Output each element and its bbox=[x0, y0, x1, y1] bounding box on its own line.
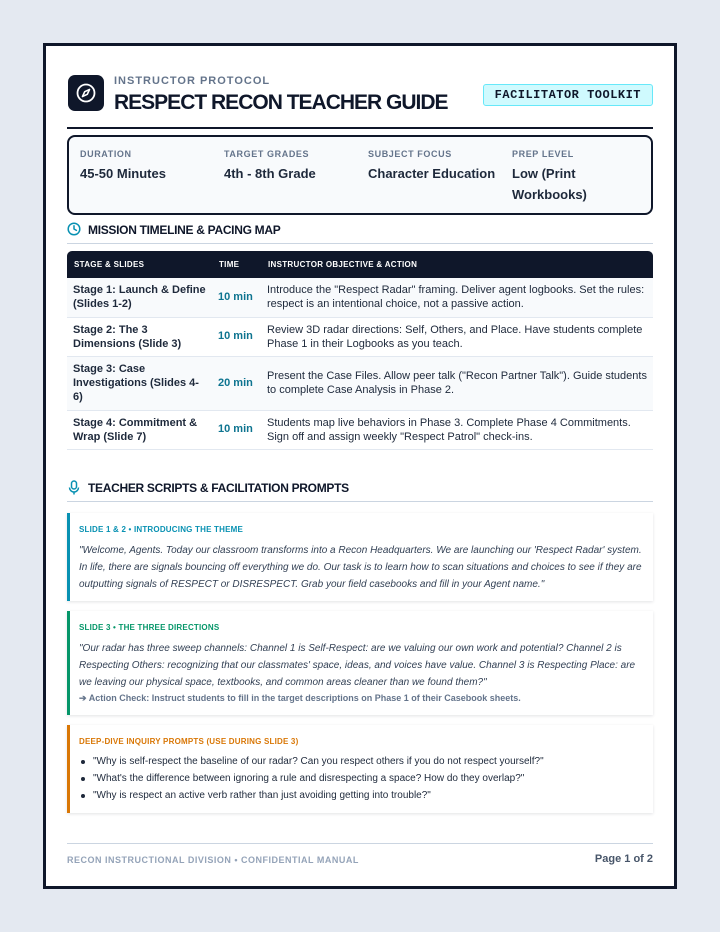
meta-subject bbox=[368, 149, 503, 184]
meta-label: DURATION bbox=[80, 149, 132, 159]
card-accent bbox=[67, 513, 70, 601]
objective-cell: Review 3D radar directions: Self, Others, and Place. Have students complete Phase 1 in their Logbooks as you teach. bbox=[267, 324, 643, 350]
stage-cell: Stage 1: Launch & Define (Slides 1-2) bbox=[73, 284, 206, 310]
table-row bbox=[67, 411, 653, 450]
pacing-table bbox=[67, 251, 653, 450]
card-accent bbox=[67, 611, 70, 715]
stage-cell: Stage 3: Case Investigations (Slides 4-6) bbox=[73, 363, 199, 403]
clock-icon bbox=[67, 222, 81, 236]
card-heading: DEEP-DIVE INQUIRY PROMPTS (USE DURING SLIDE 3) bbox=[79, 737, 299, 746]
footer-divider bbox=[67, 843, 653, 844]
compass-icon bbox=[68, 75, 104, 111]
microphone-icon bbox=[67, 480, 81, 496]
guide-page bbox=[43, 43, 677, 889]
objective-cell: Present the Case Files. Allow peer talk ("Recon Partner Talk"). Guide students to complete Case Analysis in Phase 2. bbox=[267, 370, 647, 396]
page-number: Page 1 of 2 bbox=[594, 853, 653, 865]
page-title: RESPECT RECON TEACHER GUIDE bbox=[114, 91, 448, 114]
list-item: "Why is self-respect the baseline of our radar? Can you respect others if you do not respect yourself?" bbox=[79, 753, 643, 770]
card-heading: SLIDE 3 • THE THREE DIRECTIONS bbox=[79, 623, 220, 632]
meta-label: TARGET GRADES bbox=[224, 149, 310, 159]
table-row bbox=[67, 278, 653, 318]
meta-value: 45-50 Minutes bbox=[80, 166, 166, 181]
meta-value: Low (Print Workbooks) bbox=[512, 166, 587, 202]
meta-grades bbox=[224, 149, 359, 184]
time-cell: 10 min bbox=[218, 330, 253, 342]
scripts-section-header bbox=[67, 480, 653, 502]
meta-label: PREP LEVEL bbox=[512, 149, 574, 159]
table-row bbox=[67, 318, 653, 357]
time-cell: 20 min bbox=[218, 377, 253, 389]
footer-division: RECON INSTRUCTIONAL DIVISION • CONFIDENTIAL MANUAL bbox=[67, 855, 359, 865]
script-card-theme bbox=[67, 513, 653, 601]
timeline-title: MISSION TIMELINE & PACING MAP bbox=[88, 223, 281, 237]
card-quote: "Welcome, Agents. Today our classroom transforms into a Recon Headquarters. We are launching our 'Respect Radar' system. In life, there are signals bouncing off everything we do. Our task is to learn how to scan situations and choices to see if they are outputting signals of RESPECT or DISRESPECT. Grab your field casebooks and fill in your Agent name." bbox=[79, 545, 642, 590]
stage-cell: Stage 4: Commitment & Wrap (Slide 7) bbox=[73, 417, 198, 443]
inquiry-prompt-list bbox=[79, 753, 643, 804]
script-card-directions bbox=[67, 611, 653, 715]
facilitator-toolkit-badge: FACILITATOR TOOLKIT bbox=[483, 84, 653, 106]
table-body bbox=[67, 278, 653, 450]
script-card-inquiry bbox=[67, 725, 653, 813]
timeline-section-header bbox=[67, 222, 653, 244]
header bbox=[67, 73, 653, 129]
meta-value: Character Education bbox=[368, 166, 496, 181]
meta-value: 4th - 8th Grade bbox=[224, 166, 316, 181]
column-header: TIME bbox=[219, 260, 240, 269]
objective-cell: Introduce the "Respect Radar" framing. Deliver agent logbooks. Set the rules: respect is an intentional choice, not a passive action. bbox=[267, 284, 645, 310]
stage-cell: Stage 2: The 3 Dimensions (Slide 3) bbox=[73, 324, 182, 350]
meta-duration bbox=[80, 149, 215, 184]
meta-prep bbox=[512, 149, 632, 205]
list-item: "What's the difference between ignoring a rule and disrespecting a space? How do they overlap?" bbox=[79, 770, 643, 787]
header-divider bbox=[67, 127, 653, 129]
time-cell: 10 min bbox=[218, 423, 253, 435]
column-header: STAGE & SLIDES bbox=[74, 260, 145, 269]
card-accent bbox=[67, 725, 70, 813]
list-item: "Why is respect an active verb rather than just avoiding getting into trouble?" bbox=[79, 787, 643, 804]
action-check: ➔ Action Check: Instruct students to fill in the target descriptions on Phase 1 of their Casebook sheets. bbox=[79, 693, 521, 703]
time-cell: 10 min bbox=[218, 291, 253, 303]
column-header: INSTRUCTOR OBJECTIVE & ACTION bbox=[268, 260, 418, 269]
card-quote: "Our radar has three sweep channels: Channel 1 is Self-Respect: are we valuing our own work and potential? Channel 2 is Respecting Others: recognizing that our classmates' space, ideas, and voices have value. Channel 3 is Respecting Place: are we leaving our physical space, textbooks, and common areas cleaner than we found them?" bbox=[79, 643, 636, 688]
header-kicker: INSTRUCTOR PROTOCOL bbox=[114, 75, 271, 87]
table-row bbox=[67, 357, 653, 411]
table-header bbox=[67, 251, 653, 278]
objective-cell: Students map live behaviors in Phase 3. Complete Phase 4 Commitments. Sign off and assign weekly "Respect Patrol" check-ins. bbox=[267, 417, 631, 443]
meta-label: SUBJECT FOCUS bbox=[368, 149, 452, 159]
card-heading: SLIDE 1 & 2 • INTRODUCING THE THEME bbox=[79, 525, 244, 534]
lesson-meta-box bbox=[67, 135, 653, 215]
scripts-title: TEACHER SCRIPTS & FACILITATION PROMPTS bbox=[88, 481, 349, 495]
